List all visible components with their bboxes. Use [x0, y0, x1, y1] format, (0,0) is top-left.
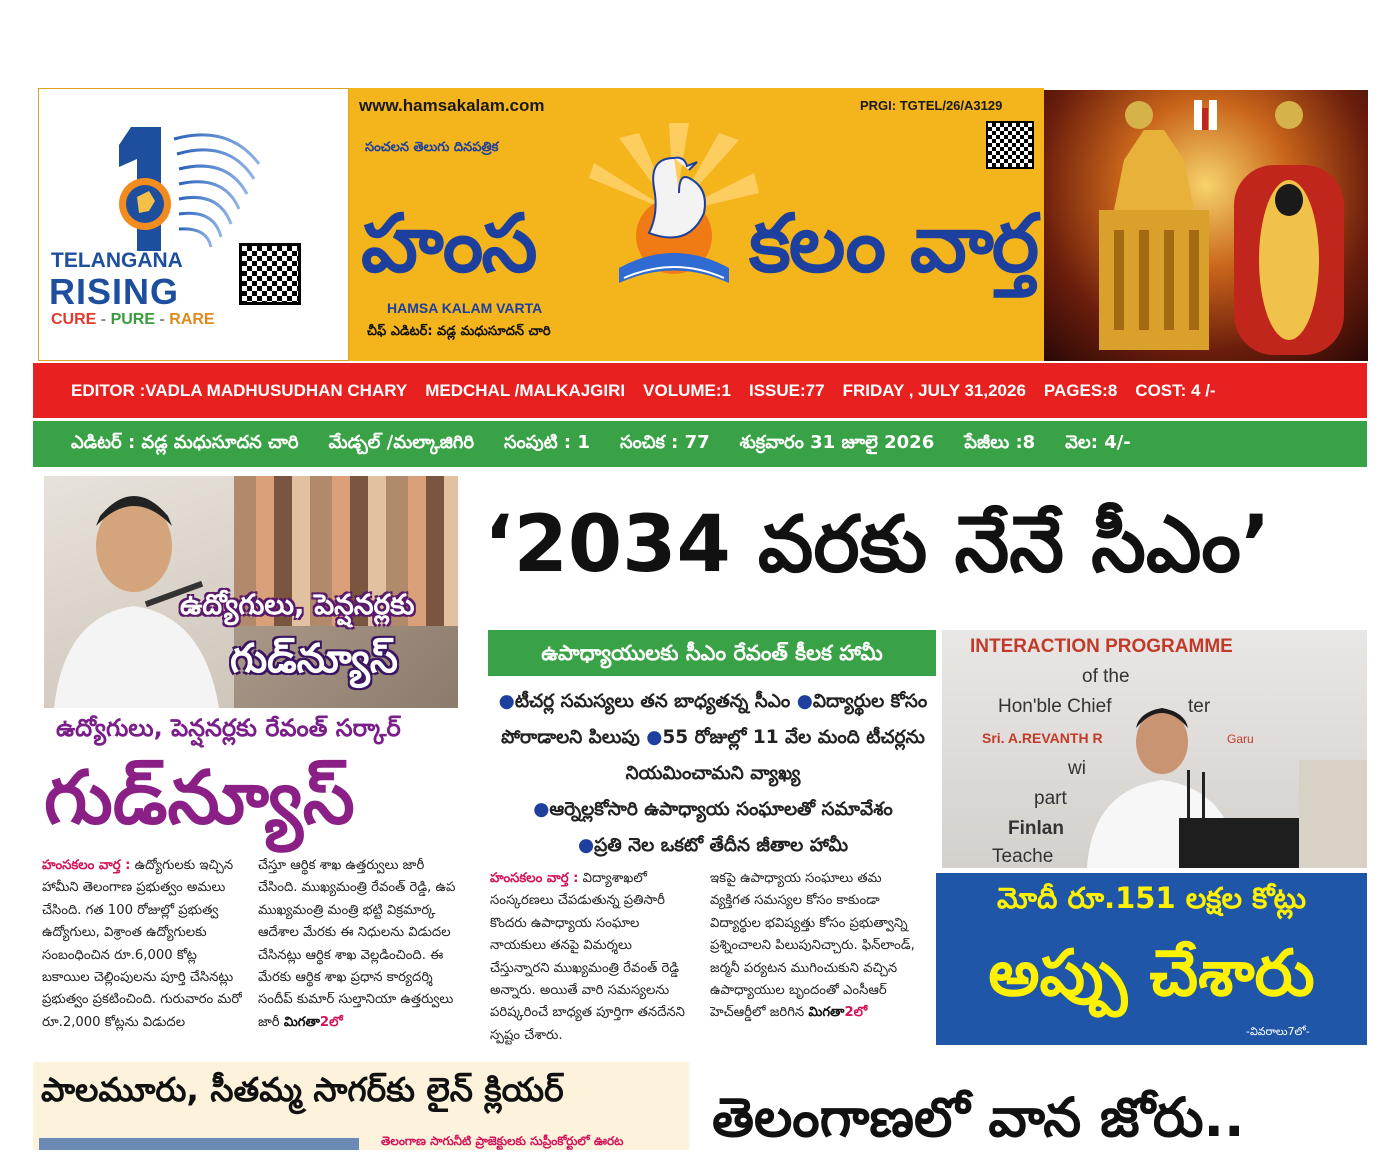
story-column-2 [258, 855, 458, 1060]
telangana-rising-logo-icon [79, 119, 339, 259]
chief-editor: చీఫ్ ఎడిటర్: వడ్ల మధుసూదన్ చారి [367, 324, 551, 339]
story-kicker: ఉద్యోగులు, పెన్షనర్లకు రేవంత్ సర్కార్ [56, 714, 401, 742]
cost: వెల: 4/- [1065, 431, 1131, 453]
telangana-text: TELANGANA [51, 249, 183, 272]
issue: సంచిక : 77 [619, 431, 710, 453]
editor-name: EDITOR :VADLA MADHUSUDHAN CHARY [71, 380, 408, 400]
temple-illustration-icon [1044, 90, 1368, 361]
interaction-programme-photo [942, 630, 1367, 868]
teachers-column-2 [710, 868, 920, 1058]
bottom-left-photo [39, 1138, 359, 1150]
banner-text: Finlan [1008, 818, 1064, 839]
edition-place: మేడ్చల్ /మల్కాజిగిరి [328, 431, 475, 453]
rising-text: RISING [49, 271, 180, 312]
byline: హంసకలం వార్త : [490, 871, 579, 886]
cost: COST: 4 /- [1135, 380, 1216, 400]
photo-caption-1: ఉద్యోగులు, పెన్షనర్లకు [180, 588, 415, 621]
bullet-item: విద్యార్థుల కోసం పోరాడాలని పిలుపు [501, 691, 928, 748]
tagline: సంచలన తెలుగు దినపత్రిక [365, 140, 499, 155]
story-text: ఇకపై ఉపాధ్యాయ సంఘాలు తమ వ్యక్తిగత సమస్యల కోసం కాకుండా విద్యార్థుల భవిష్యత్తు కోసం ప్రభుత్వాన్ని ప్రశ్నించాలని పిలుపునిచ్చారు. ఫిన్‌లాండ్, జర్మనీ పర్యటన ముగించుకుని వచ్చిన ఉపాధ్యాయుల బృందంతో ఎంసీఆర్ హెచ్ఆర్డీలో జరిగిన [710, 871, 915, 1021]
volume: సంపుటి : 1 [504, 431, 590, 453]
modi-page-ref[interactable]: -వివరాలు7లో- [1246, 1025, 1310, 1038]
swan-logo-icon [579, 118, 769, 308]
speaker-at-podium-icon [1067, 700, 1367, 868]
cure-pure-rare: CURE - PURE - RARE [51, 311, 215, 328]
qr-code-icon [986, 121, 1034, 169]
bullet-item: 55 రోజుల్లో 11 వేల మంది టీచర్లను నియమించామని వ్యాఖ్య [625, 727, 925, 784]
bullet-item: టీచర్ల సమస్యలు తన బాధ్యతన్న సీఎం [514, 691, 791, 712]
story-text: చేస్తూ ఆర్థిక శాఖ ఉత్తర్వులు జారీ చేసింది. ముఖ్యమంత్రి రేవంత్ రెడ్డి, ఉప ముఖ్యమంత్రి మంత్రి భట్టి విక్రమార్క ఆదేశాల మేరకు ఈ నిధులను విడుదల చేసినట్లు ఆర్థిక శాఖ వెల్లడించింది. ఈ మేరకు ఆర్థిక శాఖ ప్రధాన కార్యదర్శి సందీప్ కుమార్ సుల్తానియా ఉత్తర్వులు జారీ [258, 858, 456, 1030]
banner-text: Teache [992, 846, 1054, 867]
title-english: HAMSA KALAM VARTA [387, 300, 543, 316]
date: FRIDAY , JULY 31,2026 [842, 380, 1026, 400]
story-column-1 [42, 855, 242, 1060]
pages: PAGES:8 [1043, 380, 1118, 400]
continued-link[interactable]: మిగతా2లో [283, 1014, 343, 1030]
bullet-item: ప్రతి నెల ఒకటో తేదీన జీతాల హామీ [594, 835, 849, 856]
banner-text: Sri. A.REVANTH R [982, 730, 1103, 746]
english-info-bar [33, 363, 1367, 418]
main-headline: ‘2034 వరకు నేనే సీఎం’ [484, 500, 1271, 590]
title-right: కలం వార్త [749, 197, 1038, 290]
story-text: విద్యాశాఖలో సంస్కరణలు చేపడుతున్న ప్రతిసారీ కొందరు ఉపాధ్యాయ సంఘాల నాయకులు తనపై విమర్శలు చేస్తున్నారని ముఖ్యమంత్రి రేవంత్ రెడ్డి అన్నారు. అయితే వారి సమస్యలను పరిష్కరించే బాధ్యత పూర్తిగా తనదేనని స్పష్టం చేశారు. [490, 871, 685, 1043]
temple-image [1044, 90, 1368, 361]
story-headline: గుడ్‌న్యూస్ [44, 755, 355, 841]
byline: హంసకలం వార్త : [42, 858, 131, 873]
pages: పేజీలు :8 [964, 431, 1036, 453]
editor-name: ఎడిటర్ : వడ్ల మధుసూదన చారి [71, 431, 299, 453]
website: www.hamsakalam.com [359, 96, 545, 115]
banner-text: part [1034, 788, 1067, 809]
banner-text: Garu [1227, 732, 1254, 746]
bottom-left-headline: పాలమూరు, సీతమ్మ సాగర్‌కు లైన్ క్లియర్ [41, 1070, 564, 1109]
banner-title: INTERACTION PROGRAMME [970, 636, 1233, 657]
bottom-left-snippet: తెలంగాణ సాగునీటి ప్రాజెక్టులకు సుప్రీంకోర్టులో ఊరట [381, 1134, 624, 1148]
cm-pensioners-photo [44, 476, 458, 708]
banner-text: of the [1082, 666, 1130, 687]
telugu-info-bar [33, 421, 1367, 467]
issue: ISSUE:77 [748, 380, 825, 400]
masthead [349, 88, 1044, 361]
story-text: ఉద్యోగులకు ఇచ్చిన హామీని తెలంగాణ ప్రభుత్వం అమలు చేసింది. గత 100 రోజుల్లో ప్రభుత్వ ఉద్యోగులు, విశ్రాంత ఉద్యోగులకు సంబంధించిన రూ.6,000 కోట్ల బకాయిల చెల్లింపులను పూర్తి చేసినట్లు ప్రభుత్వం ప్రకటించింది. గురువారం మరో రూ.2,000 కోట్లను విడుదల [42, 858, 242, 1030]
photo-caption-2: గుడ్‌న్యూస్ [230, 636, 398, 682]
banner-text: Hon'ble Chief [998, 696, 1112, 717]
modi-line-1: మోదీ రూ.151 లక్షల కోట్లు [996, 881, 1307, 915]
bottom-right-headline: తెలంగాణలో వాన జోరు.. [712, 1086, 1245, 1149]
teachers-column-1 [490, 868, 690, 1058]
modi-debt-box [936, 873, 1367, 1045]
continued-link[interactable]: మిగతా2లో [808, 1005, 868, 1021]
date: శుక్రవారం 31 జూలై 2026 [739, 431, 935, 453]
teachers-subhead: ఉపాధ్యాయులకు సీఎం రేవంత్ కీలక హామీ [488, 630, 936, 676]
banner-text: wi [1068, 758, 1086, 779]
title-left: హంస [361, 197, 536, 290]
bullet-item: ఆర్నెల్లకోసారి ఉపాధ్యాయ సంఘాలతో సమావేశం [549, 799, 893, 820]
qr-code-icon [239, 243, 301, 305]
banner-text: ter [1188, 696, 1211, 717]
edition-place: MEDCHAL /MALKAJGIRI [425, 380, 626, 400]
prgi-number: PRGI: TGTEL/26/A3129 [860, 98, 1003, 113]
modi-line-2: అప్పు చేశారు [988, 937, 1315, 1011]
teachers-bullets: ●టీచర్ల సమస్యలు తన బాధ్యతన్న సీఎం ●విద్యార్థుల కోసం పోరాడాలని పిలుపు ●55 రోజుల్లో 11 వేల మంది టీచర్లను నియమించామని వ్యాఖ్య ●ఆర్నెల్లకోసారి ఉపాధ్యాయ సంఘాలతో సమావేశం ●ప్రతి నెల ఒకటో తేదీన జీతాల హామీ [498, 691, 928, 856]
bottom-left-story [33, 1062, 689, 1150]
volume: VOLUME:1 [643, 380, 731, 400]
telangana-rising-ad [38, 88, 349, 361]
